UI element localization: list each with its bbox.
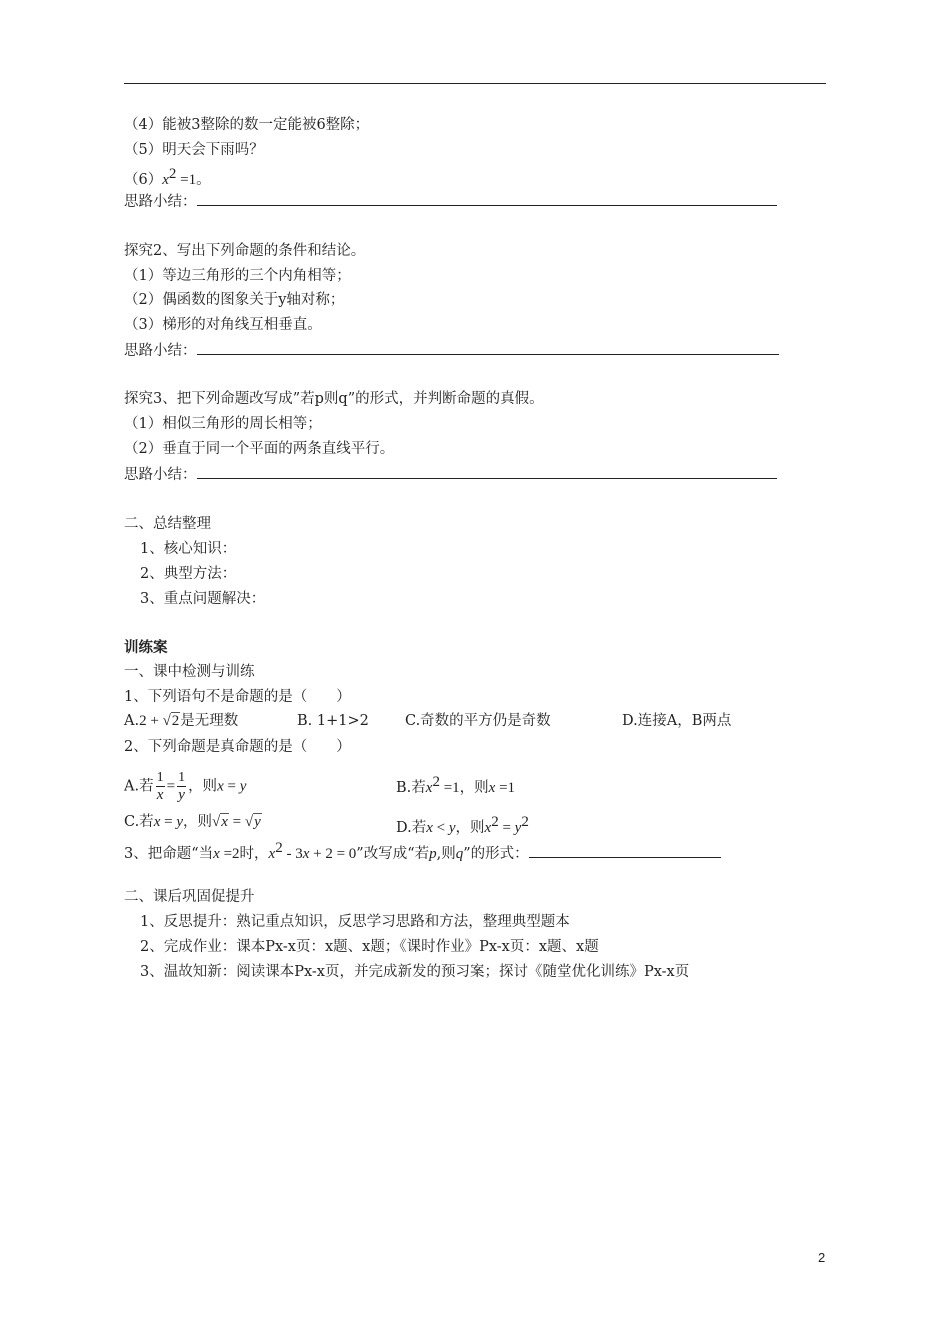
core-knowledge: 1、核心知识： (140, 541, 237, 557)
q2-option-a: A.若 $\frac{1}{x}$ = $\frac{1}{y}$ ，则x = y (124, 770, 247, 803)
item-4: （4）能被3整除的数一定能被6整除； (124, 117, 370, 133)
page-number: 2 (818, 1250, 826, 1265)
q3: 3、把命题“当x =2时，$x^2 - 3x + 2 = 0$”改写成“若p,则q”的形式： (124, 838, 721, 864)
exploration3-title: 探究3、把下列命题改写成”若p则q”的形式，并判断命题的真假。 (124, 391, 544, 407)
q1-stem: 1、下列语句不是命题的是（ ） (124, 689, 351, 705)
e2-item-1: （1）等边三角形的三个内角相等； (124, 268, 351, 284)
e2-item-3: （3）梯形的对角线互相垂直。 (124, 317, 322, 333)
typical-methods: 2、典型方法： (140, 566, 237, 582)
reflection-item: 1、反思提升：熟记重点知识，反思学习思路和方法，整理典型题本 (140, 914, 570, 930)
q2-option-c: C.若x = y，则√x = √y (124, 814, 261, 830)
training-section2-title: 二、课后巩固促提升 (124, 889, 255, 905)
e2-item-2: （2）偶函数的图象关于y轴对称； (124, 292, 345, 308)
key-problems: 3、重点问题解决： (140, 591, 266, 607)
q2-option-b: B.若$x^2 =1$，则x =1 (396, 774, 516, 796)
q1-option-a: A.2 + √2是无理数 (124, 713, 239, 729)
summary-section-title: 二、总结整理 (124, 516, 211, 532)
item-6: $(6)x^2 =1$。 (124, 166, 211, 188)
q3-answer-blank[interactable] (529, 843, 721, 858)
training-section1-title: 一、课中检测与训练 (124, 664, 255, 680)
review-item: 3、温故知新：阅读课本Px-x页，并完成新发的预习案；探讨《随堂优化训练》Px-x页 (140, 964, 690, 980)
e3-item-1: （1）相似三角形的周长相等； (124, 416, 322, 432)
homework-item: 2、完成作业：课本Px-x页：x题、x题；《课时作业》Px-x页：x题、x题 (140, 939, 599, 955)
training-title: 训练案 (124, 640, 168, 656)
summary-1-blank[interactable] (197, 191, 777, 206)
item-5: （5）明天会下雨吗？ (124, 142, 264, 158)
summary-3-blank[interactable] (197, 464, 777, 479)
q2-stem: 2、下列命题是真命题的是（ ） (124, 739, 351, 755)
summary-2-blank[interactable] (197, 340, 779, 355)
summary-2: 思路小结： (124, 340, 779, 361)
exploration2-title: 探究2、写出下列命题的条件和结论。 (124, 243, 366, 259)
q2-option-d: D.若x < y，则$x^2 = y^2$ (396, 814, 529, 836)
summary-3: 思路小结： (124, 464, 777, 485)
header-rule (124, 83, 826, 84)
e3-item-2: （2）垂直于同一个平面的两条直线平行。 (124, 441, 395, 457)
q1-option-c: C.奇数的平方仍是奇数 (405, 713, 551, 729)
q1-option-b: B. 1+1>2 (297, 713, 369, 729)
summary-1: 思路小结： (124, 191, 777, 212)
q1-option-d: D.连接A，B两点 (622, 713, 732, 729)
